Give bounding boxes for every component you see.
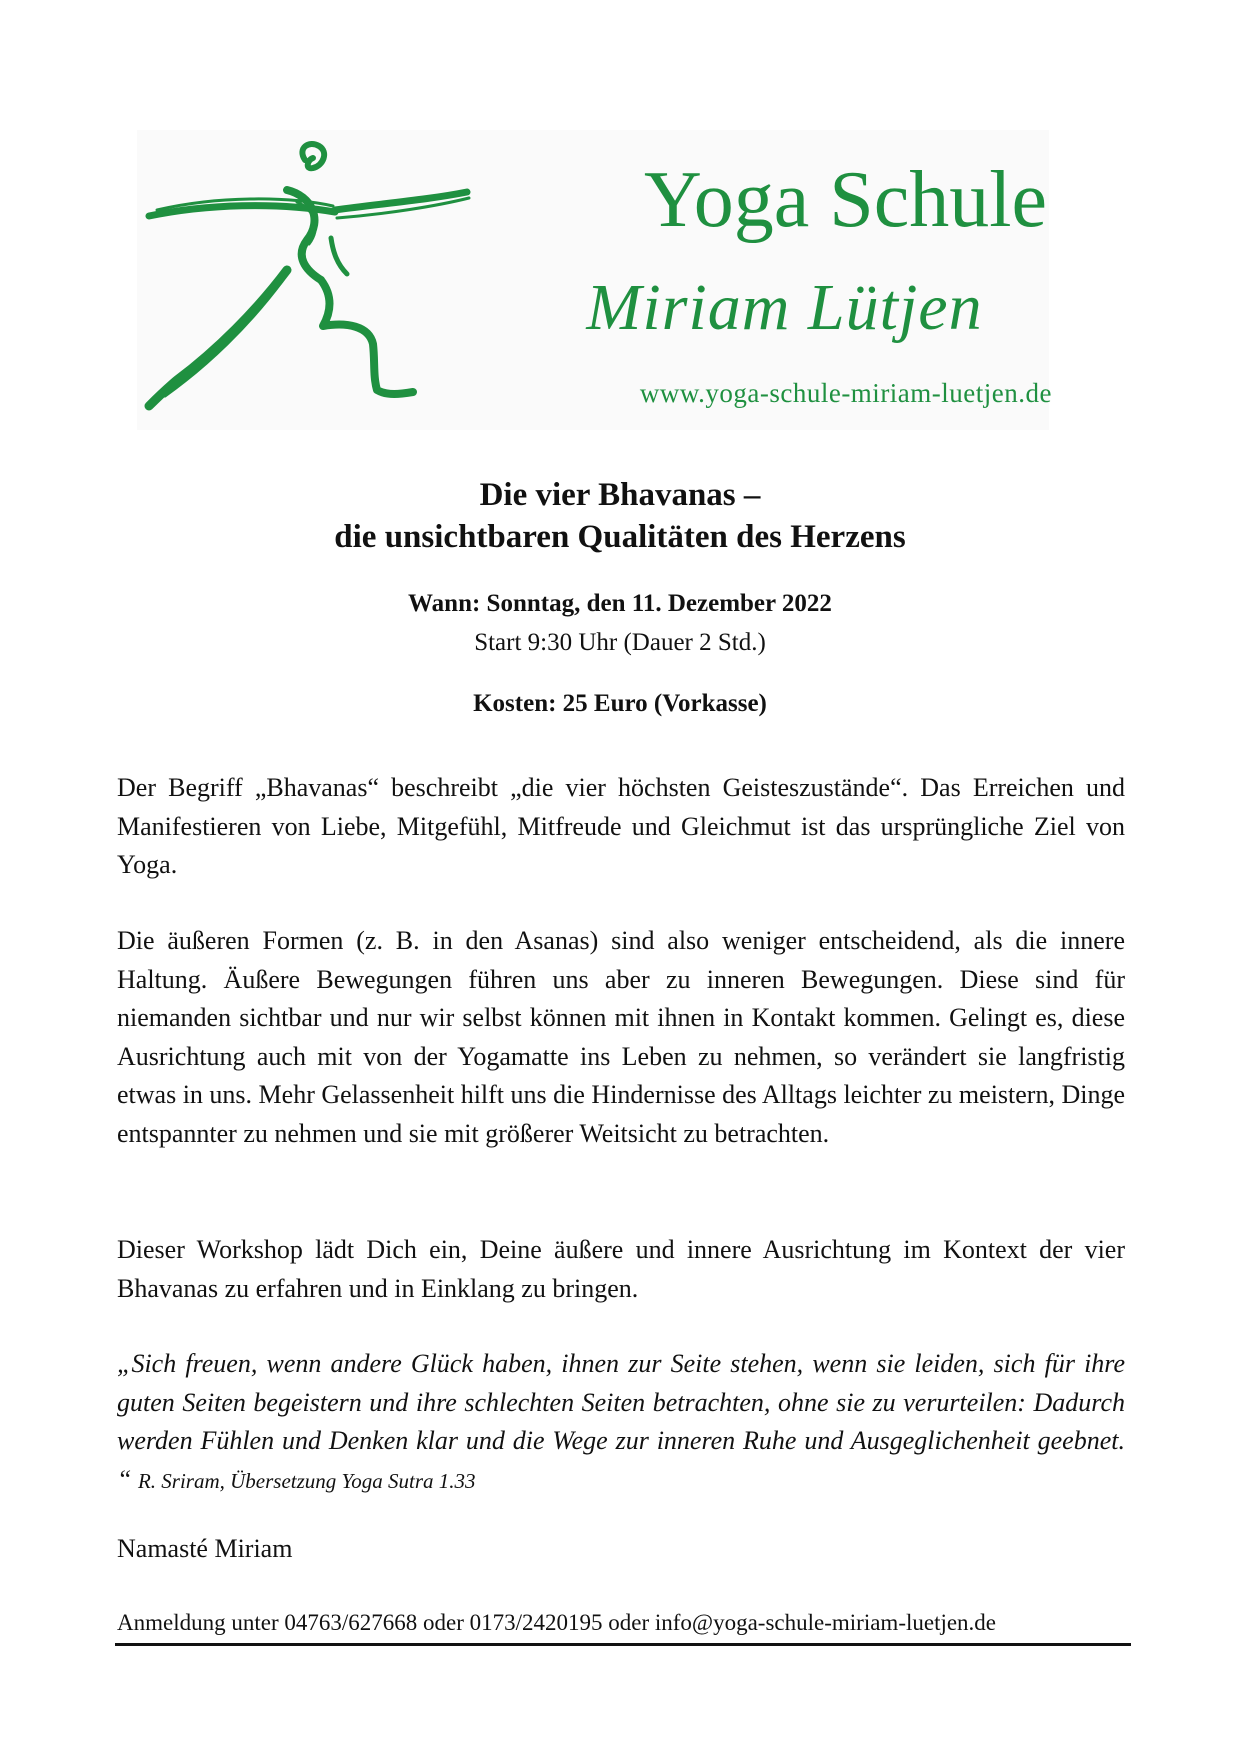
sutra-quote [117,1345,1125,1500]
greeting-signature: Namasté Miriam [117,1534,293,1563]
yoga-school-logo [137,130,1052,430]
workshop-paragraph: Dieser Workshop lädt Dich ein, Deine äußere und innere Ausrichtung im Kontext der vier Bhavanas zu erfahren und in Einklang zu bringen. [117,1235,1125,1303]
signup-contact-info: Anmeldung unter 04763/627668 oder 0173/2420195 oder info@yoga-schule-miriam-luetjen.de [117,1610,997,1635]
yoga-figure-logo-icon [137,130,517,430]
event-start-time: Start 9:30 Uhr (Dauer 2 Std.) [474,629,766,656]
intro-paragraph: Der Begriff „Bhavanas“ beschreibt „die vier höchsten Geisteszustände“. Das Erreichen und Manifestieren von Liebe, Mitgefühl, Mitfreude und Gleichmut ist das ursprüngliche Ziel von Yoga. [117,773,1125,880]
brand-title: Yoga Schule [643,156,1047,244]
brand-name: Miriam Lütjen [586,271,983,344]
event-cost: Kosten: 25 Euro (Vorkasse) [473,690,767,717]
footer-divider [115,1643,1131,1646]
quote-source: R. Sriram, Übersetzung Yoga Sutra 1.33 [137,1468,476,1493]
event-date: Wann: Sonntag, den 11. Dezember 2022 [408,590,832,617]
event-title-line1: Die vier Bhavanas – [479,477,761,513]
quote-text: „Sich freuen, wenn andere Glück haben, ihnen zur Seite stehen, wenn sie leiden, sich für ihre guten Seiten begeistern und ihre schlechten Seiten betrachten, ohne sie zu verurteilen: Dadurch werden Fühlen und Denken klar und die Wege zur inneren Ruhe und Ausgeglichenheit geebnet. “ [117,1349,1125,1494]
description-paragraph: Die äußeren Formen (z. B. in den Asanas) sind also weniger entscheidend, als die innere Haltung. Äußere Bewegungen führen uns aber zu inneren Bewegungen. Diese sind für niemanden sichtbar und nur wir selbst können mit ihnen in Kontakt kommen. Gelingt es, diese Ausrichtung auch mit von der Yogamatte ins Leben zu nehmen, so verändert sie langfristig etwas in uns. Mehr Gelassenheit hilft uns die Hindernisse des Alltags leichter zu meistern, Dinge entspannter zu nehmen und sie mit größerer Weitsicht zu betrachten. [117,926,1125,1148]
brand-website-link[interactable]: www.yoga-schule-miriam-luetjen.de [639,378,1052,408]
event-title [120,474,1120,558]
event-title-line2: die unsichtbaren Qualitäten des Herzens [334,519,906,555]
